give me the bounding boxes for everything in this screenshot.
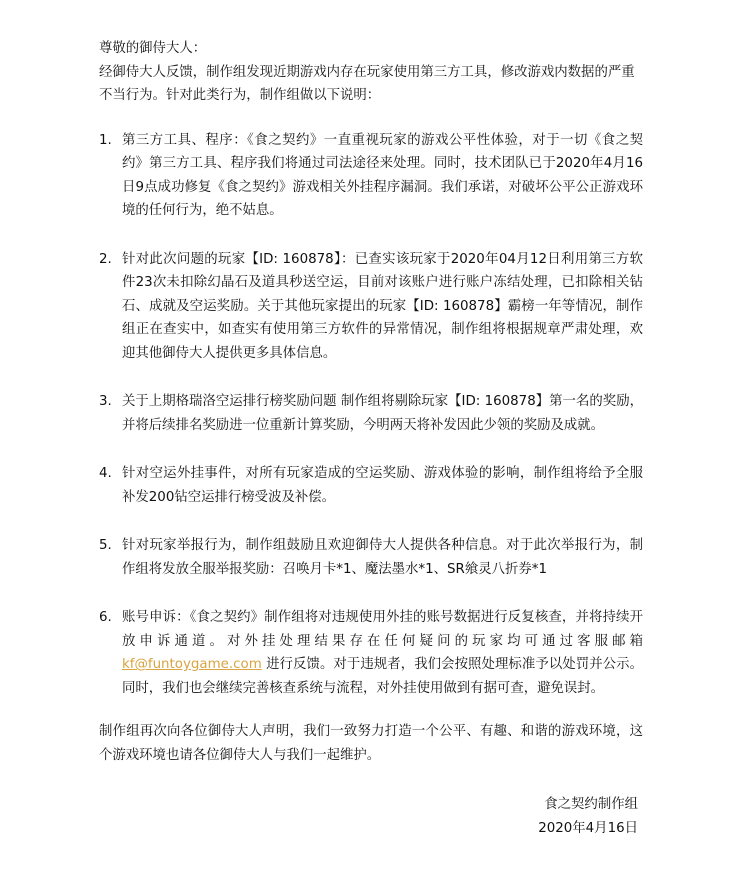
item-text: 针对空运外挂事件，对所有玩家造成的空运奖励、游戏体验的影响，制作组将给予全服补发200钻空运排行榜受波及补偿。 (122, 466, 643, 505)
support-email-link[interactable]: kf@funtoygame.com (122, 657, 262, 672)
list-item (99, 129, 643, 223)
list-item (99, 462, 643, 509)
notice-list (99, 129, 643, 701)
item-number: 2. (99, 251, 112, 267)
closing-statement: 制作组再次向各位御侍大人声明，我们一致努力打造一个公平、有趣、和谐的游戏环境，这个游戏环境也请各位御侍大人与我们一起维护。 (99, 724, 643, 763)
item-text: 针对玩家举报行为，制作组鼓励且欢迎御侍大人提供各种信息。对于此次举报行为，制作组将发放全服举报奖励：召唤月卡*1、魔法墨水*1、SR飨灵八折券*1 (122, 538, 643, 577)
item-number: 3. (99, 394, 112, 409)
item-number: 6. (99, 610, 112, 625)
greeting: 尊敬的御侍大人： (99, 41, 207, 56)
signature-block (538, 793, 638, 841)
list-item-appeal (99, 606, 643, 700)
item-number: 1. (99, 132, 112, 148)
appeal-text-before: 账号申诉：《食之契约》制作组将对违规使用外挂的账号数据进行反复核查，并将持续开放申诉通道。对外挂处理结果存在任何疑问的玩家均可通过客服邮箱 (122, 610, 643, 649)
item-number: 4. (99, 466, 112, 481)
item-number: 5. (99, 538, 112, 553)
list-item (99, 248, 643, 366)
item-text: 关于上期格瑞洛空运排行榜奖励问题 制作组将剔除玩家【ID: 160878】第一名的奖励，并将后续排名奖励进一位重新计算奖励，今明两天将补发因此少领的奖励及成就。 (122, 394, 643, 433)
intro-block (99, 37, 643, 108)
item-text: 第三方工具、程序：《食之契约》一直重视玩家的游戏公平性体验，对于一切《食之契约》第三方工具、程序我们将通过司法途径来处理。同时，技术团队已于2020年4月16日9点成功修复《食之契约》游戏相关外挂程序漏洞。我们承诺，对破坏公平公正游戏环境的任何行为，绝不姑息。 (122, 132, 643, 218)
signature-date: 2020年4月16日 (538, 821, 638, 836)
list-item (99, 534, 643, 581)
item-text: 针对此次问题的玩家【ID: 160878】：已查实该玩家于2020年04月12日利用第三方软件23次未扣除幻晶石及道具秒送空运，目前对该账户进行账户冻结处理，已扣除相关钻石、成就及空运奖励。关于其他玩家提出的玩家【ID: 160878】霸榜一年等情况，制作组正在查实中，如查实有使用第三方软件的异常情况，制作组将根据规章严肃处理，欢迎其他御侍大人提供更多具体信息。 (122, 251, 643, 361)
appeal-text-after: 进行反馈。对于违规者，我们会按照处理标准予以处罚并公示。同时，我们也会继续完善核查系统与流程，对外挂使用做到有据可查，避免误封。 (122, 657, 643, 696)
item-text (122, 606, 643, 700)
signature-team: 食之契约制作组 (544, 797, 638, 812)
list-item (99, 390, 643, 437)
intro-text: 经御侍大人反馈，制作组发现近期游戏内存在玩家使用第三方工具，修改游戏内数据的严重不当行为。针对此类行为，制作组做以下说明： (99, 64, 635, 103)
